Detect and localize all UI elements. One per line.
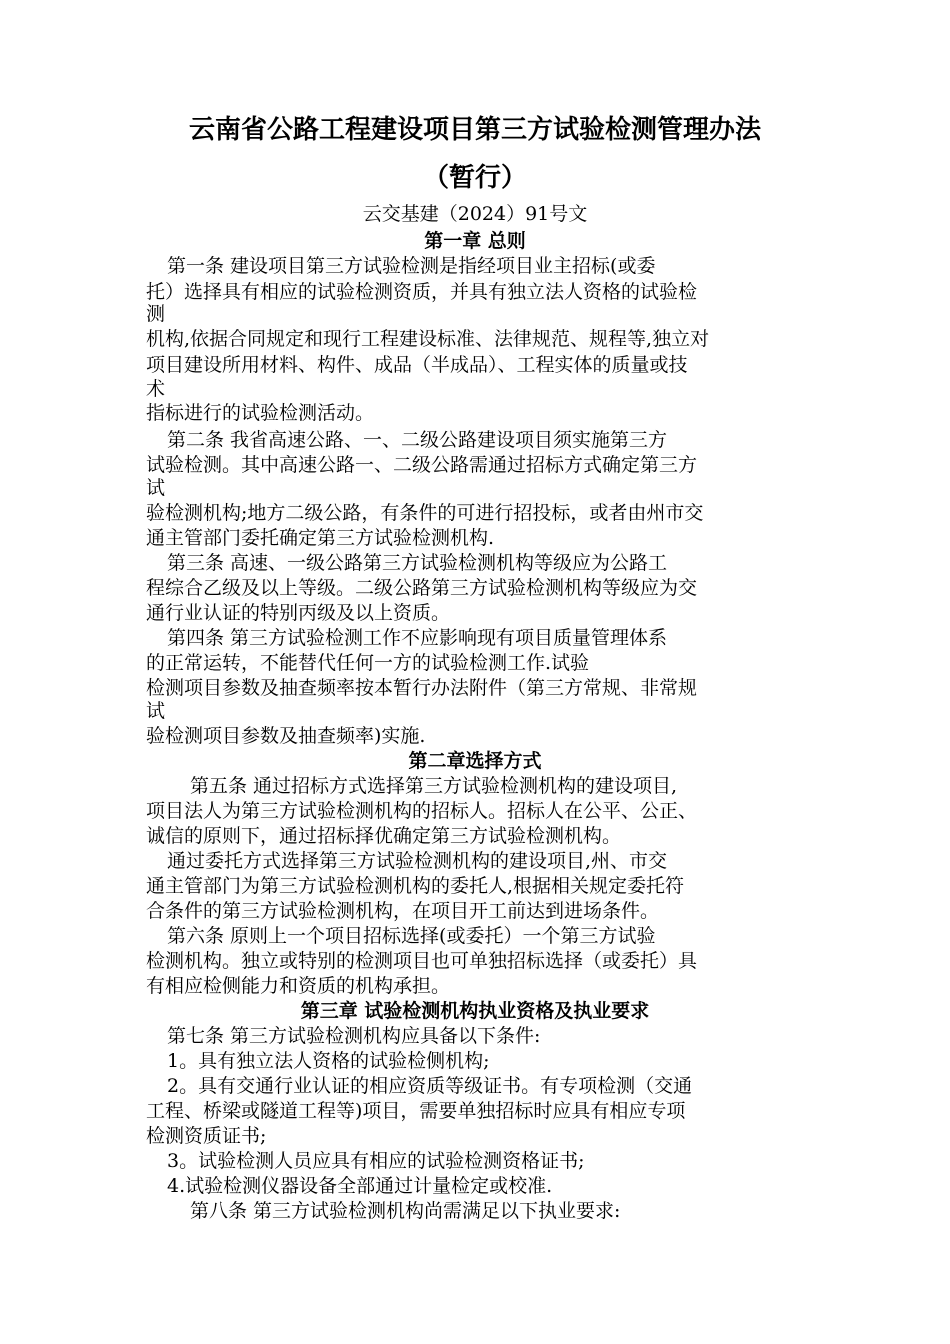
- document-number: 云交基建（2024）91号文: [362, 203, 588, 225]
- article-4-line: 检测项目参数及抽查频率按本暂行办法附件（第三方常规、非常规: [146, 677, 698, 699]
- article-3-line: 程综合乙级及以上等级。二级公路第三方试验检测机构等级应为交: [146, 577, 698, 599]
- article-7-item: 工程、桥梁或隧道工程等)项目，需要单独招标时应具有相应专项: [146, 1100, 686, 1122]
- article-3-line: 通行业认证的特别丙级及以上资质。: [146, 602, 451, 624]
- chapter-heading: 第二章选择方式: [408, 750, 542, 772]
- article-1-line: 指标进行的试验检测活动。: [146, 402, 375, 424]
- article-2-line: 试: [146, 477, 166, 499]
- article-2-line: 第二条 我省高速公路、一、二级公路建设项目须实施第三方: [167, 429, 668, 451]
- article-6-line: 检测机构。独立或特别的检测项目也可单独招标选择（或委托）具: [146, 950, 698, 972]
- article-7-item: 3。试验检测人员应具有相应的试验检测资格证书;: [167, 1150, 585, 1172]
- article-1-line: 项目建设所用材料、构件、成品（半成品）、工程实体的质量或技: [146, 354, 688, 376]
- article-3-line: 第三条 高速、一级公路第三方试验检测机构等级应为公路工: [167, 552, 668, 574]
- chapter-heading: 第一章 总则: [424, 230, 526, 252]
- article-4-line: 第四条 第三方试验检测工作不应影响现有项目质量管理体系: [167, 627, 668, 649]
- document-title-subtitle: （暂行）: [422, 163, 527, 193]
- article-1-line: 托）选择具有相应的试验检测资质，并具有独立法人资格的试验检: [146, 281, 698, 303]
- article-1-line: 机构,依据合同规定和现行工程建设标准、法律规范、规程等,独立对: [146, 328, 710, 350]
- article-2-line: 试验检测。其中高速公路一、二级公路需通过招标方式确定第三方: [146, 454, 698, 476]
- article-7-line: 第七条 第三方试验检测机构应具备以下条件:: [167, 1025, 541, 1047]
- article-7-item: 2。具有交通行业认证的相应资质等级证书。有专项检测（交通: [167, 1075, 693, 1097]
- article-4-line: 试: [146, 700, 166, 722]
- document-title: 云南省公路工程建设项目第三方试验检测管理办法: [188, 115, 761, 145]
- article-5-line: 合条件的第三方试验检测机构，在项目开工前达到进场条件。: [146, 900, 660, 922]
- article-2-line: 通主管部门委托确定第三方试验检测机构.: [146, 527, 495, 549]
- article-7-item: 检测资质证书;: [146, 1125, 267, 1147]
- article-2-line: 验检测机构;地方二级公路，有条件的可进行招投标，或者由州市交: [146, 502, 704, 524]
- article-8-line: 第八条 第三方试验检测机构尚需满足以下执业要求:: [190, 1200, 621, 1222]
- article-5-line: 诚信的原则下，通过招标择优确定第三方试验检测机构。: [146, 825, 622, 847]
- article-4-line: 的正常运转，不能替代任何一方的试验检测工作.试验: [146, 652, 590, 674]
- article-5-line: 项目法人为第三方试验检测机构的招标人。招标人在公平、公正、: [146, 800, 698, 822]
- article-7-item: 4.试验检测仪器设备全部通过计量检定或校准.: [167, 1175, 553, 1197]
- article-1-line: 术: [146, 378, 166, 400]
- article-4-line: 验检测项目参数及抽查频率)实施.: [146, 725, 426, 747]
- article-6-line: 有相应检侧能力和资质的机构承担。: [146, 975, 451, 997]
- article-5-line: 通过委托方式选择第三方试验检测机构的建设项目,州、市交: [167, 850, 668, 872]
- article-5-line: 通主管部门为第三方试验检测机构的委托人,根据相关规定委托符: [146, 875, 685, 897]
- article-1-line: 测: [146, 303, 166, 325]
- article-6-line: 第六条 原则上一个项目招标选择(或委托）一个第三方试验: [167, 925, 656, 947]
- article-5-line: 第五条 通过招标方式选择第三方试验检测机构的建设项目,: [190, 775, 678, 797]
- article-1-line: 第一条 建设项目第三方试验检测是指经项目业主招标(或委: [167, 255, 656, 277]
- article-7-item: 1。具有独立法人资格的试验检侧机构;: [167, 1050, 490, 1072]
- chapter-heading: 第三章 试验检测机构执业资格及执业要求: [300, 1000, 650, 1022]
